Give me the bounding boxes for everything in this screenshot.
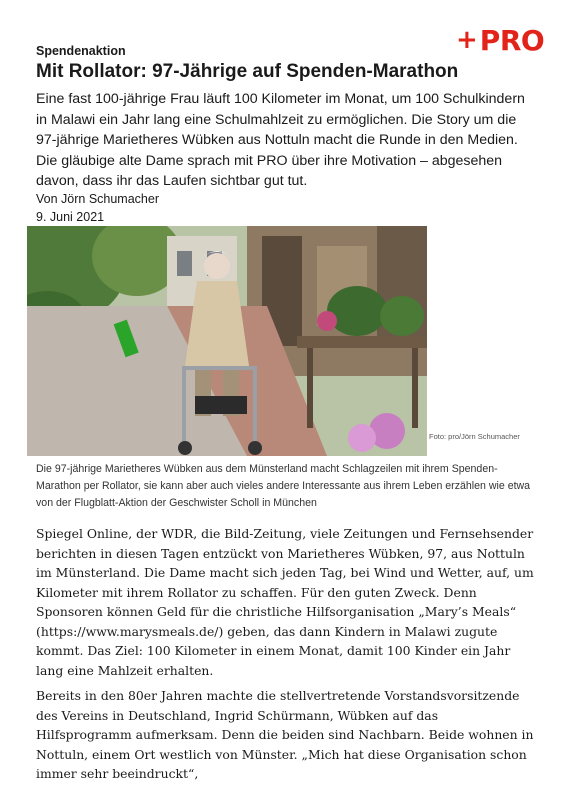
article-byline: Von Jörn Schumacher	[36, 192, 159, 206]
pro-logo[interactable]	[456, 24, 545, 57]
article-photo	[27, 226, 427, 456]
article-kicker: Spendenaktion	[36, 44, 126, 58]
logo-text: PRO	[479, 24, 545, 57]
article-lead: Eine fast 100-jährige Frau läuft 100 Kilometer im Monat, um 100 Schulkindern in Malawi ein Jahr lang eine Schulmahlzeit zu ermöglichen. Die Story um die 97-jährige Marietheres Wübken aus Nottuln macht die Runde in den Medien. Die gläubige alte Dame sprach mit PRO über ihre Motivation – abgesehen davon, dass ihr das Laufen sichtbar gut tut.	[36, 91, 525, 189]
photo-caption: Die 97-jährige Marietheres Wübken aus dem Münsterland macht Schlagzeilen mit ihrem Spenden-Marathon per Rollator, sie kann aber auch vieles andere Interessante aus ihrem Leben erzählen wie etwa von der Flugblatt-Aktion der Geschwister Scholl in München	[36, 463, 531, 509]
article-date: 9. Juni 2021	[36, 210, 105, 224]
plus-icon: +	[456, 25, 478, 55]
article-headline: Mit Rollator: 97-Jährige auf Spenden-Marathon	[36, 61, 459, 82]
article-paragraph: Bereits in den 80er Jahren machte die stellvertretende Vorstandsvorsitzende des Vereins in Deutschland, Ingrid Schürmann, Wübken auf das Hilfsprogramm aufmerksam. Denn die beiden sind Nachbarn. Beide wohnen in Nottuln, einem Ort westlich von Münster. „Mich hat diese Organisation schon immer sehr beeindruckt“,	[36, 688, 534, 781]
photo-credit: Foto: pro/Jörn Schumacher	[429, 432, 520, 441]
article-paragraph: Spiegel Online, der WDR, die Bild-Zeitung, viele Zeitungen und Fernsehsender berichten in diesen Tagen entzückt von Marietheres Wübken, 97, aus Nottuln im Münsterland. Die Dame macht sich jeden Tag, bei Wind und Wetter, auf, um Kilometer mit ihrem Rollator zu schaffen. Für den guten Zweck. Denn Sponsoren können Geld für die christliche Hilfsorganisation „Mary’s Meals“ (https://www.marysmeals.de/) geben, das dann Kindern in Malawi zugute kommt. Das Ziel: 100 Kilometer in einem Monat, damit 100 Kinder ein Jahr lang eine Mahlzeit erhalten.	[36, 526, 534, 678]
